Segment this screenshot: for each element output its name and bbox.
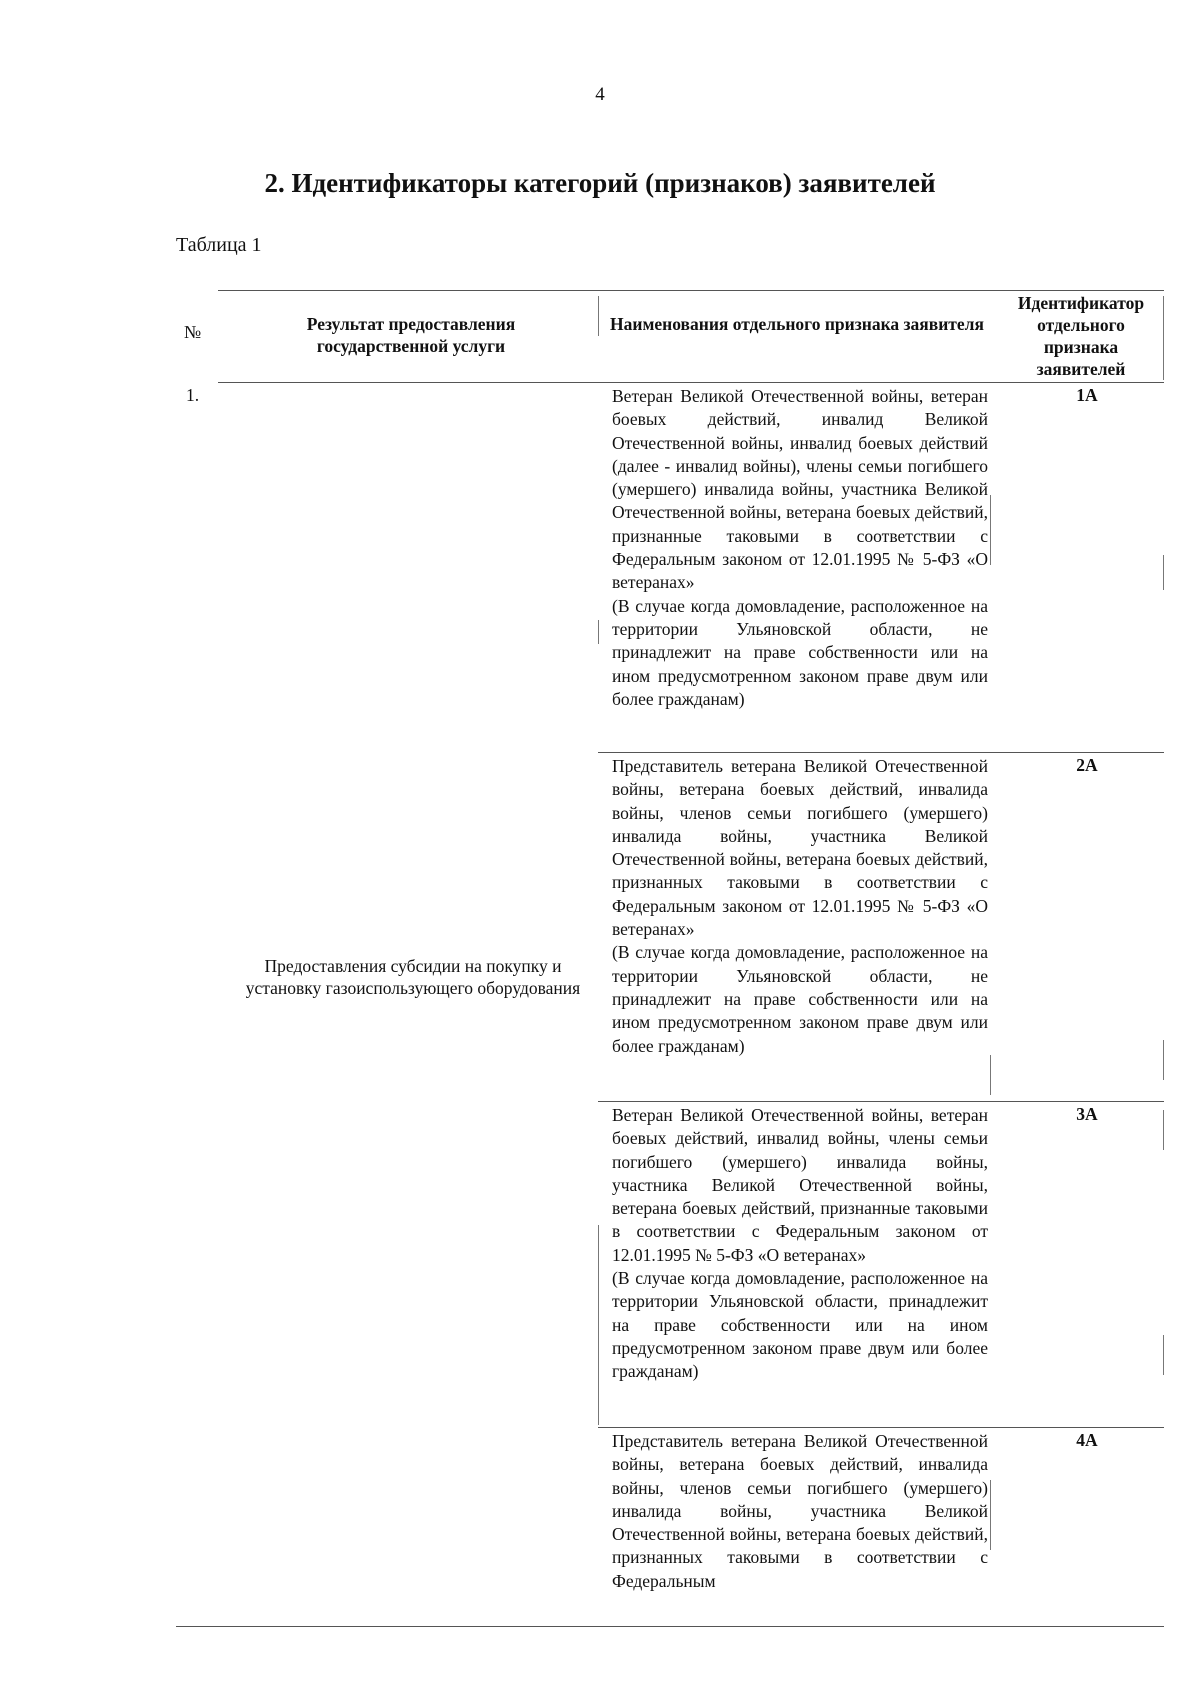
table-bottom-border bbox=[176, 1626, 1164, 1627]
row-divider bbox=[598, 752, 1164, 753]
header-name: Наименования отдельного признака заявителя bbox=[610, 314, 984, 334]
identifier-code: 2А bbox=[1076, 755, 1098, 775]
row-number: 1. bbox=[186, 385, 200, 405]
page-number: 4 bbox=[595, 84, 605, 105]
identifier-code: 1А bbox=[1076, 385, 1098, 405]
header-bottom-border bbox=[218, 382, 1164, 383]
table-top-border bbox=[218, 290, 1164, 291]
identifier-code: 4А bbox=[1076, 1430, 1098, 1450]
description-text: Представитель ветерана Великой Отечественной войны, ветерана боевых действий, инвалида войны, членов семьи погибшего (умершего) инвалида войны, участника Великой Отечественной войны, ветерана боевых действий, признанных таковыми в соответствии с Федеральным законом от 12.01.1995 № 5-ФЗ «О ветеранах» bbox=[612, 756, 988, 940]
row-divider bbox=[598, 1427, 1164, 1428]
description-text: Ветеран Великой Отечественной войны, ветеран боевых действий, инвалид войны, члены семьи погибшего (умершего) инвалида войны, участника Великой Отечественной войны, ветерана боевых действий, признанные таковыми в соответствии с Федеральным законом от 12.01.1995 № 5-ФЗ «О ветеранах» bbox=[612, 1105, 988, 1265]
row-divider bbox=[598, 1101, 1164, 1102]
column-divider bbox=[1163, 296, 1164, 380]
column-divider bbox=[990, 1055, 991, 1095]
column-divider bbox=[598, 296, 599, 336]
header-result: Результат предоставления государственной услуги bbox=[306, 314, 516, 356]
header-number: № bbox=[184, 322, 202, 342]
column-divider bbox=[598, 620, 599, 644]
condition-text: (В случае когда домовладение, расположенное на территории Ульяновской области, не принадлежит на праве собственности или на ином предусмотренном законом праве двум или более гражданам) bbox=[612, 942, 988, 1056]
identifier-code: 3А bbox=[1076, 1104, 1098, 1124]
column-divider bbox=[990, 1480, 991, 1550]
description-cell bbox=[612, 755, 988, 1058]
condition-text: (В случае когда домовладение, расположенное на территории Ульяновской области, не принадлежит на праве собственности или на ином предусмотренном законом праве двум или более гражданам) bbox=[612, 595, 988, 709]
result-cell: Предоставления субсидии на покупку и установку газоиспользующего оборудования bbox=[245, 956, 581, 998]
column-divider bbox=[1163, 1040, 1164, 1080]
description-text: Представитель ветерана Великой Отечественной войны, ветерана боевых действий, инвалида войны, членов семьи погибшего (умершего) инвалида войны, участника Великой Отечественной войны, ветерана боевых действий, признанных таковыми в соответствии с Федеральным bbox=[612, 1431, 988, 1591]
table-caption: Таблица 1 bbox=[176, 234, 262, 256]
column-divider bbox=[598, 1225, 599, 1425]
header-identifier: Идентификатор отдельного признака заявителей bbox=[1017, 293, 1145, 379]
description-cell bbox=[612, 1430, 988, 1593]
column-divider bbox=[1163, 555, 1164, 590]
column-divider bbox=[1163, 1335, 1164, 1375]
description-cell bbox=[612, 385, 988, 711]
description-text: Ветеран Великой Отечественной войны, ветеран боевых действий, инвалид Великой Отечественной войны, инвалид боевых действий (далее - инвалид войны), члены семьи погибшего (умершего) инвалида войны, участника Великой Отечественной войны, ветерана боевых действий, признанные таковыми в соответствии с Федеральным законом от 12.01.1995 № 5-ФЗ «О ветеранах» bbox=[612, 386, 988, 593]
section-heading: 2. Идентификаторы категорий (признаков) заявителей bbox=[264, 168, 936, 198]
column-divider bbox=[990, 495, 991, 565]
description-cell bbox=[612, 1104, 988, 1384]
condition-text: (В случае когда домовладение, расположенное на территории Ульяновской области, принадлежит на праве собственности или на ином предусмотренном законом праве двум или более гражданам) bbox=[612, 1268, 988, 1382]
